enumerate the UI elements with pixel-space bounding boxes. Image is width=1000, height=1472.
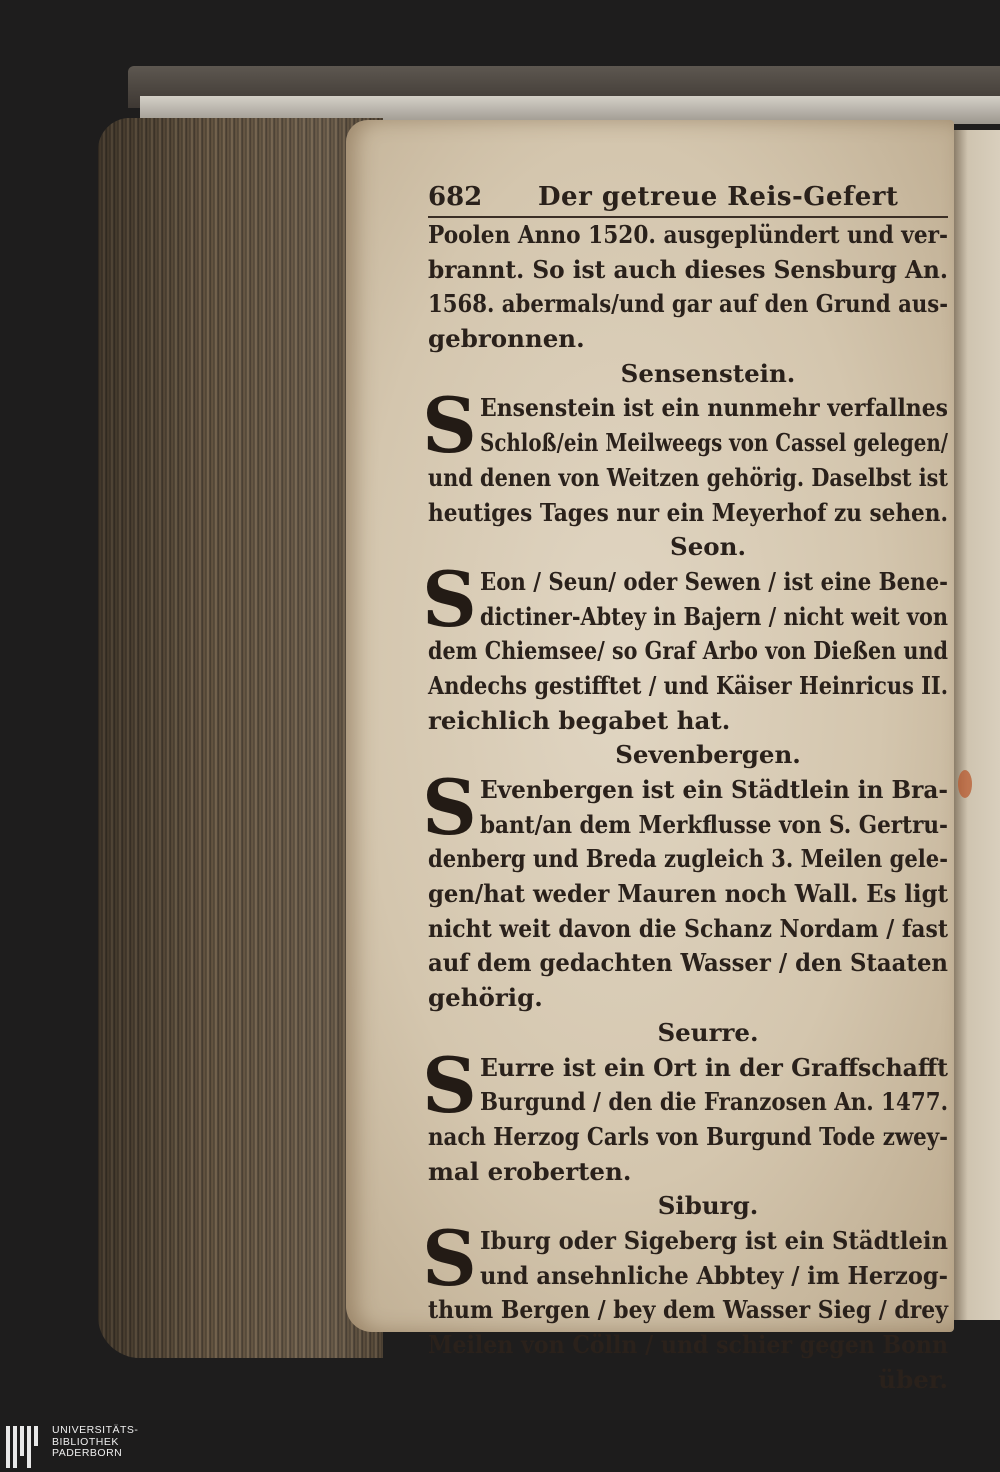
text-line: denberg und Breda zugleich 3. Meilen gele- xyxy=(428,844,948,874)
text-line: Ensenstein ist ein nunmehr verfallnes xyxy=(480,393,948,423)
drop-initial: S xyxy=(422,1213,477,1303)
text-line: auf dem gedachten Wasser / den Staaten xyxy=(428,948,948,978)
logo-line: PADERBORN xyxy=(52,1447,123,1460)
text-line: Meilen von Cölln / und schier gegen Bonn xyxy=(428,1330,948,1359)
library-logo-icon xyxy=(4,1426,44,1468)
text-line: Eon / Seun/ oder Sewen / ist eine Bene- xyxy=(480,566,948,596)
text-line: nach Herzog Carls von Burgund Tode zwey- xyxy=(428,1121,948,1151)
text-line: heutiges Tages nur ein Meyerhof zu sehen. xyxy=(428,497,948,527)
entry-body xyxy=(422,1213,948,1363)
text-line: mal eroberten. xyxy=(428,1156,632,1186)
text-line: und denen von Weitzen gehörig. Daselbst ist xyxy=(428,462,948,492)
entry-heading: Sevenbergen. xyxy=(615,740,801,770)
page-number: 682 xyxy=(428,182,483,212)
text-line: reichlich begabet hat. xyxy=(428,705,731,735)
drop-initial: S xyxy=(422,763,477,852)
page-text xyxy=(422,180,948,1397)
entry-heading: Seurre. xyxy=(657,1017,759,1047)
drop-initial: S xyxy=(422,554,477,644)
page-edges xyxy=(98,118,383,1358)
entry-heading: Seon. xyxy=(670,532,746,562)
entry-body xyxy=(422,554,948,738)
text-line: Poolen Anno 1520. ausgeplündert und ver- xyxy=(428,220,948,249)
text-line: gebronnen. xyxy=(428,324,585,354)
text-line: thum Bergen / bey dem Wasser Sieg / drey xyxy=(428,1295,948,1325)
drop-initial: S xyxy=(422,381,477,471)
drop-initial: S xyxy=(422,1040,477,1130)
logo-line: UNIVERSITÄTS- xyxy=(52,1424,139,1436)
text-line: Eurre ist ein Ort in der Graffschafft xyxy=(480,1052,948,1082)
library-logo-text xyxy=(52,1425,138,1460)
entry-heading: Siburg. xyxy=(657,1191,759,1221)
text-line: Evenbergen ist ein Städtlein in Bra- xyxy=(480,775,948,804)
entry-heading: Sensenstein. xyxy=(620,358,796,388)
text-line: bant/an dem Merkflusse von S. Gertru- xyxy=(480,809,948,839)
text-line: dem Chiemsee/ so Graf Arbo von Dießen und xyxy=(428,636,948,666)
footer-bar xyxy=(0,1420,1000,1472)
logo-line: BIBLIOTHEK xyxy=(52,1435,119,1448)
text-line: Schloß/ein Meilweegs von Cassel gelegen/ xyxy=(480,428,948,458)
text-line: gen/hat weder Mauren noch Wall. Es ligt xyxy=(428,879,948,909)
catchword: über. xyxy=(878,1364,948,1394)
entry-body xyxy=(422,763,948,1016)
text-line: brannt. So ist auch dieses Sensburg An. xyxy=(428,254,948,284)
text-line: dictiner-Abtey in Bajern / nicht weit von xyxy=(480,601,948,631)
entry-body xyxy=(422,381,948,530)
running-head: Der getreue Reis-Gefert xyxy=(538,182,899,212)
text-line: Burgund / den die Franzosen An. 1477. xyxy=(480,1087,948,1117)
text-line: gehörig. xyxy=(428,983,543,1013)
text-line: Andechs gestifftet / und Käiser Heinricus II. xyxy=(428,670,948,700)
entry-body xyxy=(422,1040,948,1190)
text-line: Iburg oder Sigeberg ist ein Städtlein xyxy=(480,1225,948,1255)
page-header xyxy=(428,180,948,218)
text-line: nicht weit davon die Schanz Nordam / fast xyxy=(428,913,948,943)
facing-page-edge xyxy=(954,130,1000,1320)
text-line: 1568. abermals/und gar auf den Grund aus- xyxy=(428,289,948,319)
text-line: und ansehnliche Abbtey / im Herzog- xyxy=(480,1260,948,1290)
